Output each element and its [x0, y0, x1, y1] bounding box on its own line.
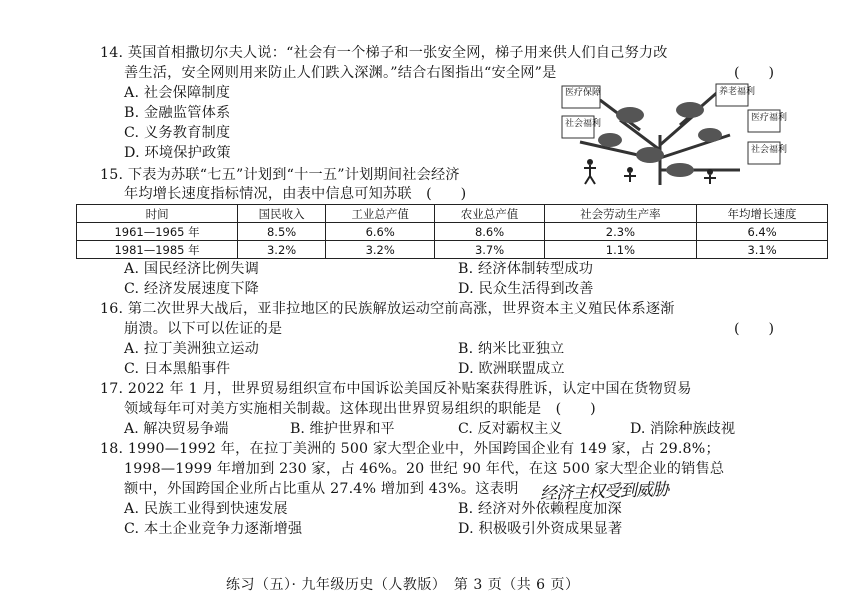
q15-stem-line1: 15. 下表为苏联“七五”计划到“十一五”计划期间社会经济: [100, 167, 460, 183]
table-header-cell: 农业总产值: [435, 205, 544, 223]
table-header-cell: 国民收入: [238, 205, 326, 223]
q14-option-b: B. 金融监管体系: [124, 105, 231, 121]
q16-stem-line1: 16. 第二次世界大战后，亚非拉地区的民族解放运动空前高涨，世界资本主义殖民体系逐渐: [100, 301, 675, 317]
figure-label-5: 社会福利: [751, 145, 788, 155]
q14-option-d: D. 环境保护政策: [124, 145, 231, 161]
q14-option-c: C. 义务教育制度: [124, 125, 231, 141]
q16-option-c: C. 日本黑船事件: [124, 361, 231, 377]
q14-option-a: A. 社会保障制度: [124, 85, 231, 101]
table-cell: 3.1%: [697, 241, 828, 259]
q18-stem-line3: 额中，外国跨国企业所占比重从 27.4% 增加到 43%。这表明: [124, 481, 519, 497]
table-cell: 3.2%: [326, 241, 435, 259]
table-cell: 1.1%: [544, 241, 696, 259]
q17-option-d: D. 消除种族歧视: [630, 421, 736, 437]
q15-option-a: A. 国民经济比例失调: [124, 261, 259, 277]
table-header-cell: 工业总产值: [326, 205, 435, 223]
handwritten-answer: 经济主权受到威胁: [539, 479, 669, 505]
table-header-cell: 时间: [77, 205, 238, 223]
figure-label-3: 社会福利: [565, 119, 602, 129]
q16-stem-line2: 崩溃。以下可以佐证的是: [124, 321, 283, 337]
q17-stem-line1: 17. 2022 年 1 月，世界贸易组织宣布中国诉讼美国反补贴案获得胜诉，认定中国在货物贸易: [100, 381, 692, 397]
figure-label-2: 养老福利: [719, 87, 756, 97]
q15-option-d: D. 民众生活得到改善: [458, 281, 594, 297]
q18-option-b: B. 经济对外依赖程度加深: [458, 501, 622, 517]
page-footer: 练习（五）· 九年级历史（人教版） 第 3 页（共 6 页）: [226, 577, 580, 593]
q17-stem-line2: 领域每年可对美方实施相关制裁。这体现出世界贸易组织的职能是 ( ): [124, 401, 596, 417]
q17-option-b: B. 维护世界和平: [290, 421, 395, 437]
figure-label-1: 医疗保障: [565, 88, 602, 98]
table-header-cell: 年均增长速度: [697, 205, 828, 223]
q16-answer-paren: ( ): [734, 321, 775, 337]
q18-stem-line1: 18. 1990—1992 年，在拉丁美洲的 500 家大型企业中，外国跨国企业有 149 家，占 29.8%；: [100, 441, 720, 457]
q18-option-a: A. 民族工业得到快速发展: [124, 501, 288, 517]
q18-option-d: D. 积极吸引外资成果显著: [458, 521, 623, 537]
q17-option-a: A. 解决贸易争端: [124, 421, 229, 437]
table-cell: 8.6%: [435, 223, 544, 241]
q15-option-c: C. 经济发展速度下降: [124, 281, 260, 297]
table-cell: 6.4%: [697, 223, 828, 241]
q18-stem-line2: 1998—1999 年增加到 230 家，占 46%。20 世纪 90 年代，在这 500 家大型企业的销售总: [124, 461, 725, 477]
q16-option-a: A. 拉丁美洲独立运动: [124, 341, 259, 357]
q16-option-b: B. 纳米比亚独立: [458, 341, 565, 357]
q14-stem-line2: 善生活，安全网则用来防止人们跌入深渊。”结合右图指出“安全网”是: [124, 65, 557, 81]
q16-option-d: D. 欧洲联盟成立: [458, 361, 565, 377]
q18-option-c: C. 本土企业竞争力逐渐增强: [124, 521, 303, 537]
q14-answer-paren: ( ): [734, 65, 775, 81]
table-cell: 8.5%: [238, 223, 326, 241]
figure-label-4: 医疗福利: [751, 113, 788, 123]
table-cell: 6.6%: [326, 223, 435, 241]
table-cell: 1961—1965 年: [77, 223, 238, 241]
table-cell: 3.2%: [238, 241, 326, 259]
table-header-cell: 社会劳动生产率: [544, 205, 696, 223]
q17-option-c: C. 反对霸权主义: [458, 421, 563, 437]
q14-stem-line1: 14. 英国首相撒切尔夫人说：“社会有一个梯子和一张安全网，梯子用来供人们自己努力改: [100, 45, 668, 61]
table-cell: 2.3%: [544, 223, 696, 241]
table-cell: 1981—1985 年: [77, 241, 238, 259]
table-cell: 3.7%: [435, 241, 544, 259]
q15-stem-line2: 年均增长速度指标情况，由表中信息可知苏联 ( ): [124, 186, 467, 202]
q15-option-b: B. 经济体制转型成功: [458, 261, 594, 277]
